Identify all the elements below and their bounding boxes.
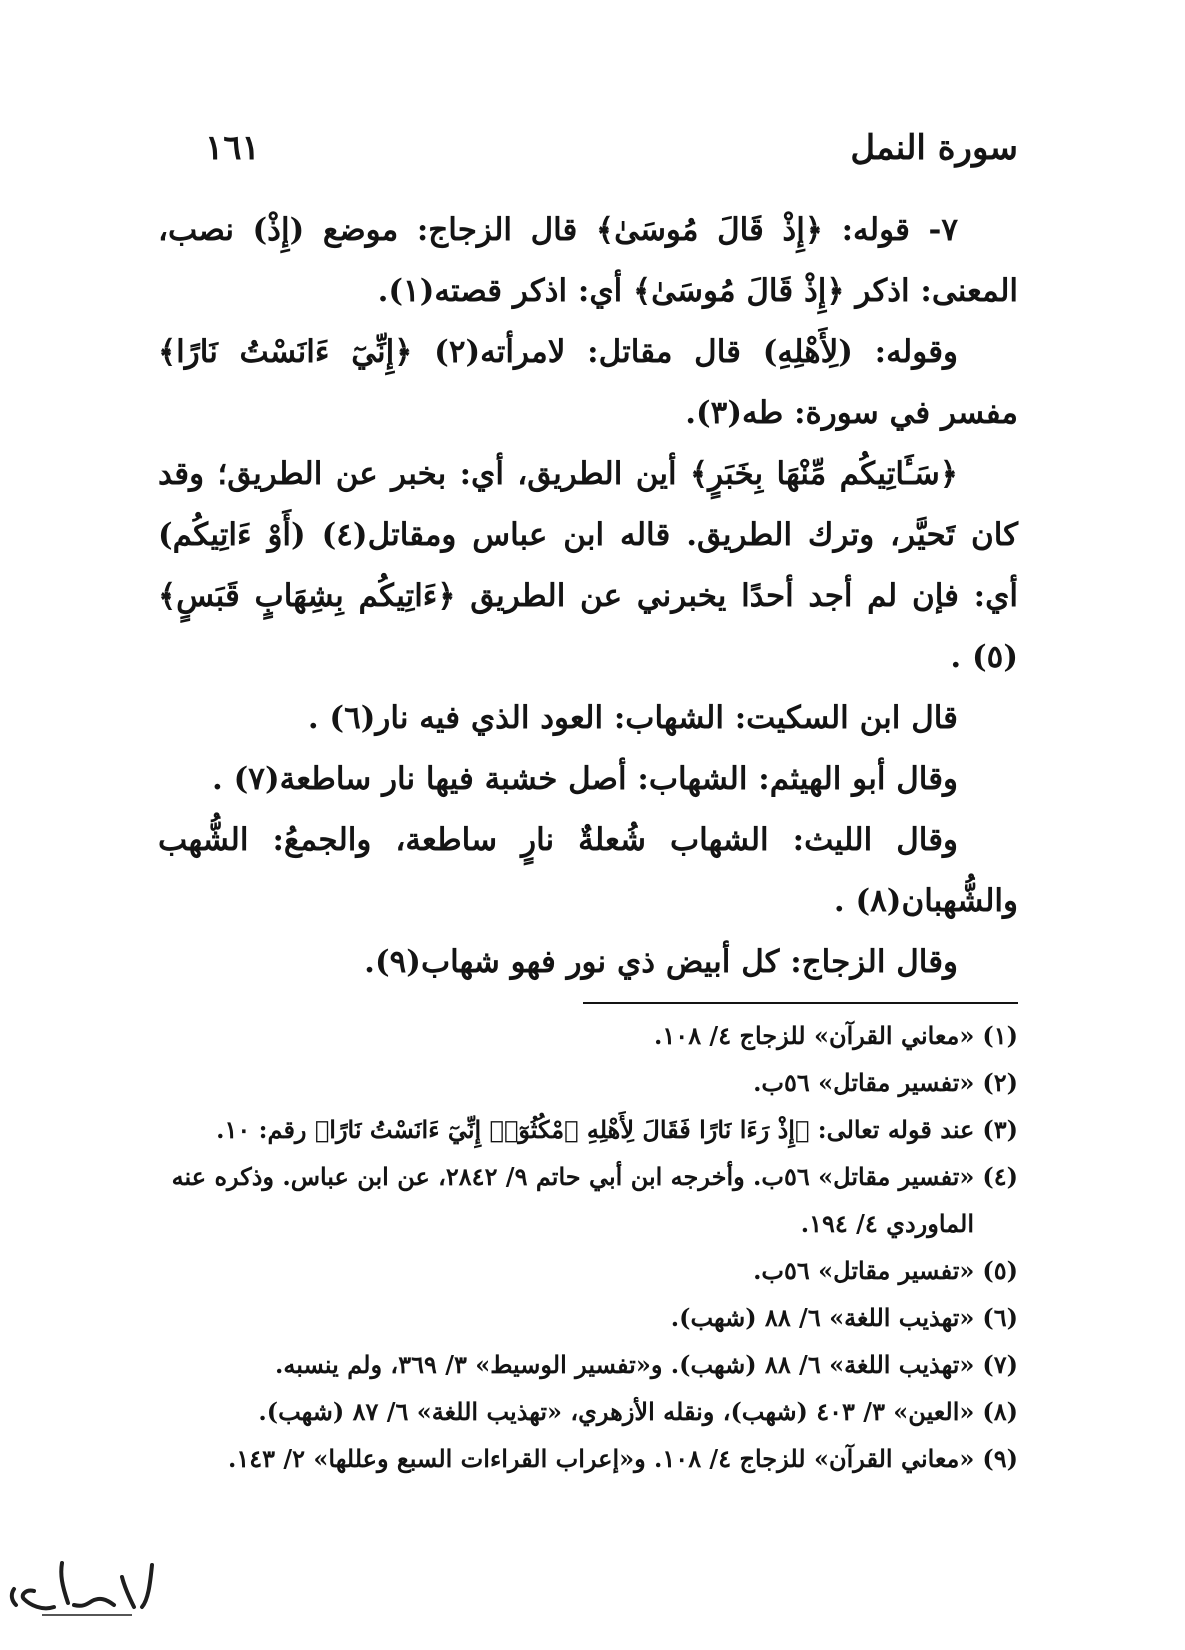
footnote-continuation: الماوردي ٤/ ١٩٤. [800, 1209, 974, 1238]
footnote [158, 1341, 1018, 1388]
footnote [158, 1106, 1018, 1153]
footnote [158, 1294, 1018, 1341]
paragraph: وقال أبو الهيثم: الشهاب: أصل خشبة فيها نار ساطعة(٧) . [212, 761, 958, 797]
main-text [158, 200, 1018, 993]
footnote-text: «معاني القرآن» للزجاج ٤/ ١٠٨. و«إعراب القراءات السبع وعللها» ٢/ ١٤٣. [227, 1444, 975, 1473]
footnote-separator [583, 1002, 1018, 1004]
footnote-text: «تفسير مقاتل» ٥٦ب. [753, 1256, 975, 1285]
paragraph: وقال الزجاج: كل أبيض ذي نور فهو شهاب(٩). [364, 944, 958, 980]
footnote-number: (٦) [982, 1303, 1018, 1332]
paragraph: وقال الليث: الشهاب شُعلةٌ نارٍ ساطعة، والجمعُ: الشُّهب والشُّهبان(٨) . [158, 822, 1018, 919]
footnote-text: «تهذيب اللغة» ٦/ ٨٨ (شهب). [670, 1303, 975, 1332]
paragraph: قال ابن السكيت: الشهاب: العود الذي فيه نار(٦) . [307, 700, 958, 736]
footnote-number: (٣) [982, 1115, 1018, 1144]
paragraph: ﴿سَـَٔاتِيكُم مِّنْهَا بِخَبَرٍ﴾ أين الطريق، أي: بخبر عن الطريق؛ وقد كان تَحيَّر، وترك الطريق. قاله ابن عباس ومقاتل(٤) (أَوْ ءَاتِيكُم) أي: فإن لم أجد أحدًا يخبرني عن الطريق ﴿ءَاتِيكُم بِشِهَابٍ قَبَسٍ﴾(٥) . [158, 456, 1019, 675]
page-number: ١٦١ [205, 128, 260, 168]
footnote [158, 1153, 1018, 1247]
footnote-text: «تهذيب اللغة» ٦/ ٨٨ (شهب). و«تفسير الوسيط» ٣/ ٣٦٩، ولم ينسبه. [275, 1350, 975, 1379]
footnote [158, 1435, 1018, 1482]
footnote-number: (١) [982, 1021, 1018, 1050]
footnotes [158, 1012, 1018, 1482]
footnote-text: «تفسير مقاتل» ٥٦ب. وأخرجه ابن أبي حاتم ٩/ ٢٨٤٢، عن ابن عباس. وذكره عنه [171, 1162, 975, 1191]
footnote [158, 1059, 1018, 1106]
footnote-number: (٩) [982, 1444, 1018, 1473]
paragraph: ٧- قوله: ﴿إِذْ قَالَ مُوسَىٰ﴾ قال الزجاج: موضع (إِذْ) نصب، المعنى: اذكر ﴿إِذْ قَالَ مُوسَىٰ﴾ أي: اذكر قصته(١). [158, 212, 1018, 309]
footnote [158, 1388, 1018, 1435]
footnote-number: (٥) [982, 1256, 1018, 1285]
footnote-number: (٨) [982, 1397, 1018, 1426]
footnote [158, 1012, 1018, 1059]
footnote-text: «تفسير مقاتل» ٥٦ب. [753, 1068, 975, 1097]
footnote-number: (٧) [982, 1350, 1018, 1379]
footnote [158, 1247, 1018, 1294]
running-header-title: سورة النمل [850, 128, 1018, 168]
publisher-logo [2, 1545, 162, 1625]
footnote-text: عند قوله تعالى: ﴿إِذْ رَءَا نَارًا فَقَالَ لِأَهْلِهِ ٱمْكُثُوٓا۟ إِنِّيٓ ءَانَسْتُ نَارًا﴾ رقم: ١٠. [216, 1115, 975, 1144]
footnote-number: (٢) [982, 1068, 1018, 1097]
paragraph: وقوله: (لِأَهْلِهِ) قال مقاتل: لامرأته(٢) ﴿إِنِّيٓ ءَانَسْتُ نَارًا﴾ مفسر في سورة: طه(٣). [158, 334, 1018, 431]
footnote-text: «معاني القرآن» للزجاج ٤/ ١٠٨. [654, 1021, 975, 1050]
footnote-number: (٤) [982, 1162, 1018, 1191]
footnote-text: «العين» ٣/ ٤٠٣ (شهب)، ونقله الأزهري، «تهذيب اللغة» ٦/ ٨٧ (شهب). [258, 1397, 975, 1426]
